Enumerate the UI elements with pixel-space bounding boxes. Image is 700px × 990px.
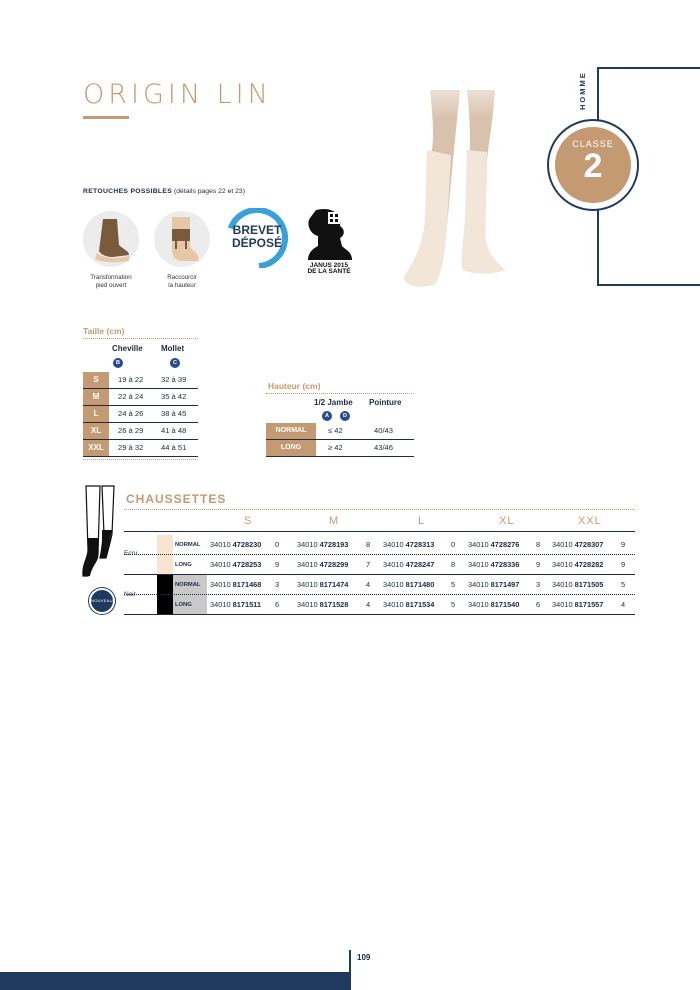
size-label: XL bbox=[83, 423, 109, 439]
taille-row bbox=[83, 440, 198, 457]
mollet-value: 38 à 45 bbox=[161, 409, 187, 418]
code-main: 8171480 bbox=[405, 580, 435, 589]
code-key: 4 bbox=[621, 600, 626, 609]
code-key: 6 bbox=[275, 600, 280, 609]
code-key: 9 bbox=[275, 560, 280, 569]
code-main: 4728253 bbox=[232, 560, 262, 569]
color-name-noir: Noir bbox=[124, 591, 136, 598]
code-prefix: 34010 bbox=[552, 540, 573, 549]
code-value bbox=[210, 575, 261, 595]
mollet-value: 32 à 39 bbox=[161, 375, 187, 384]
class-number: 2 bbox=[583, 147, 603, 185]
janus-logo bbox=[302, 206, 356, 274]
brevet-line1: BREVET bbox=[232, 223, 282, 237]
code-prefix: 34010 bbox=[297, 580, 318, 589]
code-value bbox=[297, 595, 348, 615]
category-label: HOMME bbox=[578, 71, 587, 111]
jambe-value: ≥ 42 bbox=[328, 443, 343, 452]
code-main: 4728230 bbox=[232, 540, 262, 549]
marker-b: B bbox=[113, 358, 123, 368]
page-title: ORIGIN LIN bbox=[83, 79, 272, 110]
cheville-value: 24 à 26 bbox=[118, 409, 144, 418]
code-prefix: 34010 bbox=[552, 580, 573, 589]
code-main: 8171505 bbox=[574, 580, 604, 589]
product-legs-image bbox=[375, 60, 535, 295]
retouches-label: RETOUCHES POSSIBLES bbox=[83, 188, 173, 195]
size-header-xxl: XXL bbox=[578, 515, 602, 527]
code-value bbox=[297, 555, 348, 575]
length-label: LONG bbox=[266, 440, 316, 456]
code-key: 5 bbox=[451, 580, 456, 589]
code-value bbox=[552, 575, 603, 595]
code-prefix: 34010 bbox=[210, 560, 231, 569]
code-value bbox=[383, 595, 434, 615]
code-key: 3 bbox=[275, 580, 280, 589]
code-prefix: 34010 bbox=[552, 600, 573, 609]
caption-line: Raccourcir bbox=[167, 274, 197, 281]
hauteur-row bbox=[266, 423, 414, 440]
mollet-value: 44 à 51 bbox=[161, 443, 187, 452]
code-value bbox=[552, 555, 603, 575]
marker-a: A bbox=[322, 411, 332, 421]
taille-row bbox=[83, 423, 198, 440]
taille-bottom-rule bbox=[83, 459, 198, 460]
code-value bbox=[383, 575, 434, 595]
code-prefix: 34010 bbox=[468, 540, 489, 549]
code-prefix: 34010 bbox=[297, 540, 318, 549]
length-label: LONG bbox=[175, 562, 192, 568]
code-key: 9 bbox=[536, 560, 541, 569]
code-main: 8171497 bbox=[490, 580, 520, 589]
pointure-value: 40/43 bbox=[374, 426, 394, 435]
code-main: 8171557 bbox=[574, 600, 604, 609]
code-main: 4728307 bbox=[574, 540, 604, 549]
open-toe-foot-icon bbox=[83, 211, 139, 267]
taille-rule bbox=[83, 338, 198, 339]
hauteur-rule bbox=[266, 393, 414, 394]
color-name-ecru: Ecru bbox=[124, 550, 138, 557]
footer-bar bbox=[0, 972, 351, 990]
nouveau-badge: NOUVEAU bbox=[89, 588, 115, 614]
code-prefix: 34010 bbox=[297, 560, 318, 569]
code-key: 9 bbox=[621, 560, 626, 569]
brevet-line2: DÉPOSÉ bbox=[231, 236, 283, 250]
size-header-s: S bbox=[244, 515, 253, 527]
code-main: 4728313 bbox=[405, 540, 435, 549]
code-main: 4728336 bbox=[490, 560, 520, 569]
size-header-m: M bbox=[329, 515, 340, 527]
code-value bbox=[552, 535, 603, 555]
retouches-heading bbox=[83, 188, 245, 195]
size-header-xl: XL bbox=[499, 515, 515, 527]
length-label: LONG bbox=[175, 602, 192, 608]
code-key: 7 bbox=[366, 560, 371, 569]
hauteur-col-jambe: 1/2 Jambe bbox=[314, 398, 353, 407]
code-value bbox=[383, 535, 434, 555]
hauteur-col-pointure: Pointure bbox=[369, 398, 402, 407]
taille-col-mollet: Mollet bbox=[161, 344, 185, 353]
code-row bbox=[124, 595, 635, 615]
caption-line: la hauteur bbox=[168, 282, 196, 289]
code-value bbox=[210, 555, 261, 575]
class-label: CLASSE bbox=[572, 139, 614, 149]
mollet-value: 41 à 48 bbox=[161, 426, 187, 435]
hauteur-title: Hauteur (cm) bbox=[268, 381, 321, 391]
taille-col-cheville: Cheville bbox=[112, 344, 143, 353]
footer-tick bbox=[349, 950, 351, 974]
chaussettes-title: CHAUSSETTES bbox=[126, 492, 227, 506]
brevet-depose-logo bbox=[224, 208, 290, 268]
pointure-value: 43/46 bbox=[374, 443, 394, 452]
length-label: NORMAL bbox=[175, 542, 201, 548]
taille-row bbox=[83, 372, 198, 389]
code-prefix: 34010 bbox=[383, 600, 404, 609]
code-value bbox=[468, 535, 519, 555]
code-prefix: 34010 bbox=[552, 560, 573, 569]
size-header-rule bbox=[124, 531, 635, 532]
code-key: 0 bbox=[275, 540, 280, 549]
hauteur-row bbox=[266, 440, 414, 457]
taille-title: Taille (cm) bbox=[83, 326, 125, 336]
janus-line2: DE LA SANTÉ bbox=[307, 268, 351, 274]
code-value bbox=[210, 595, 261, 615]
badge-caption-open-toe bbox=[71, 274, 151, 290]
jambe-value: ≤ 42 bbox=[328, 426, 343, 435]
title-underline bbox=[83, 116, 129, 119]
retouches-detail: (détails pages 22 et 23) bbox=[173, 188, 245, 195]
janus-line1: JANUS 2015 bbox=[309, 262, 349, 269]
code-prefix: 34010 bbox=[468, 600, 489, 609]
code-key: 0 bbox=[451, 540, 456, 549]
code-value bbox=[297, 575, 348, 595]
code-prefix: 34010 bbox=[468, 580, 489, 589]
code-key: 8 bbox=[366, 540, 371, 549]
cheville-value: 19 à 22 bbox=[118, 375, 144, 384]
mollet-value: 35 à 42 bbox=[161, 392, 187, 401]
code-prefix: 34010 bbox=[383, 560, 404, 569]
code-key: 4 bbox=[366, 600, 371, 609]
sock-icon bbox=[80, 484, 120, 584]
code-main: 8171528 bbox=[319, 600, 349, 609]
marker-d: D bbox=[340, 411, 350, 421]
code-value bbox=[383, 555, 434, 575]
code-prefix: 34010 bbox=[468, 560, 489, 569]
code-value bbox=[468, 595, 519, 615]
shortened-leg-icon bbox=[154, 211, 210, 267]
code-prefix: 34010 bbox=[297, 600, 318, 609]
code-key: 6 bbox=[536, 600, 541, 609]
taille-row bbox=[83, 389, 198, 406]
code-main: 8171534 bbox=[405, 600, 435, 609]
code-main: 4728247 bbox=[405, 560, 435, 569]
code-key: 8 bbox=[536, 540, 541, 549]
code-prefix: 34010 bbox=[383, 580, 404, 589]
code-main: 8171468 bbox=[232, 580, 262, 589]
code-prefix: 34010 bbox=[210, 600, 231, 609]
cheville-value: 26 à 29 bbox=[118, 426, 144, 435]
code-main: 4728282 bbox=[574, 560, 604, 569]
code-row bbox=[124, 555, 635, 575]
code-main: 8171511 bbox=[232, 600, 261, 609]
code-value bbox=[210, 535, 261, 555]
size-label: L bbox=[83, 406, 109, 422]
frame-top-line bbox=[597, 67, 700, 69]
code-prefix: 34010 bbox=[383, 540, 404, 549]
size-label: M bbox=[83, 389, 109, 405]
chaussettes-rule bbox=[124, 509, 635, 510]
code-main: 4728193 bbox=[319, 540, 349, 549]
page-number: 109 bbox=[357, 953, 371, 962]
code-key: 9 bbox=[621, 540, 626, 549]
cheville-value: 22 à 24 bbox=[118, 392, 144, 401]
length-label: NORMAL bbox=[266, 423, 316, 439]
code-row bbox=[124, 535, 635, 555]
code-prefix: 34010 bbox=[210, 580, 231, 589]
code-main: 4728276 bbox=[490, 540, 520, 549]
code-key: 5 bbox=[621, 580, 626, 589]
code-main: 8171540 bbox=[490, 600, 520, 609]
frame-bottom-line bbox=[597, 284, 700, 286]
code-value bbox=[468, 575, 519, 595]
cheville-value: 29 à 32 bbox=[118, 443, 144, 452]
caption-line: Transformation bbox=[90, 274, 132, 281]
size-label: S bbox=[83, 372, 109, 388]
code-row bbox=[124, 575, 635, 595]
class-badge bbox=[555, 127, 631, 203]
code-key: 8 bbox=[451, 560, 456, 569]
code-value bbox=[468, 555, 519, 575]
caption-line: pied ouvert bbox=[95, 282, 127, 289]
length-label: NORMAL bbox=[175, 582, 201, 588]
code-main: 4728299 bbox=[319, 560, 349, 569]
code-value bbox=[297, 535, 348, 555]
size-header-l: L bbox=[418, 515, 426, 527]
marker-c: C bbox=[170, 358, 180, 368]
badge-caption-shortened bbox=[142, 274, 222, 290]
code-prefix: 34010 bbox=[210, 540, 231, 549]
code-key: 4 bbox=[366, 580, 371, 589]
taille-row bbox=[83, 406, 198, 423]
code-value bbox=[552, 595, 603, 615]
code-main: 8171474 bbox=[319, 580, 349, 589]
size-label: XXL bbox=[83, 440, 109, 456]
code-key: 5 bbox=[451, 600, 456, 609]
code-key: 3 bbox=[536, 580, 541, 589]
